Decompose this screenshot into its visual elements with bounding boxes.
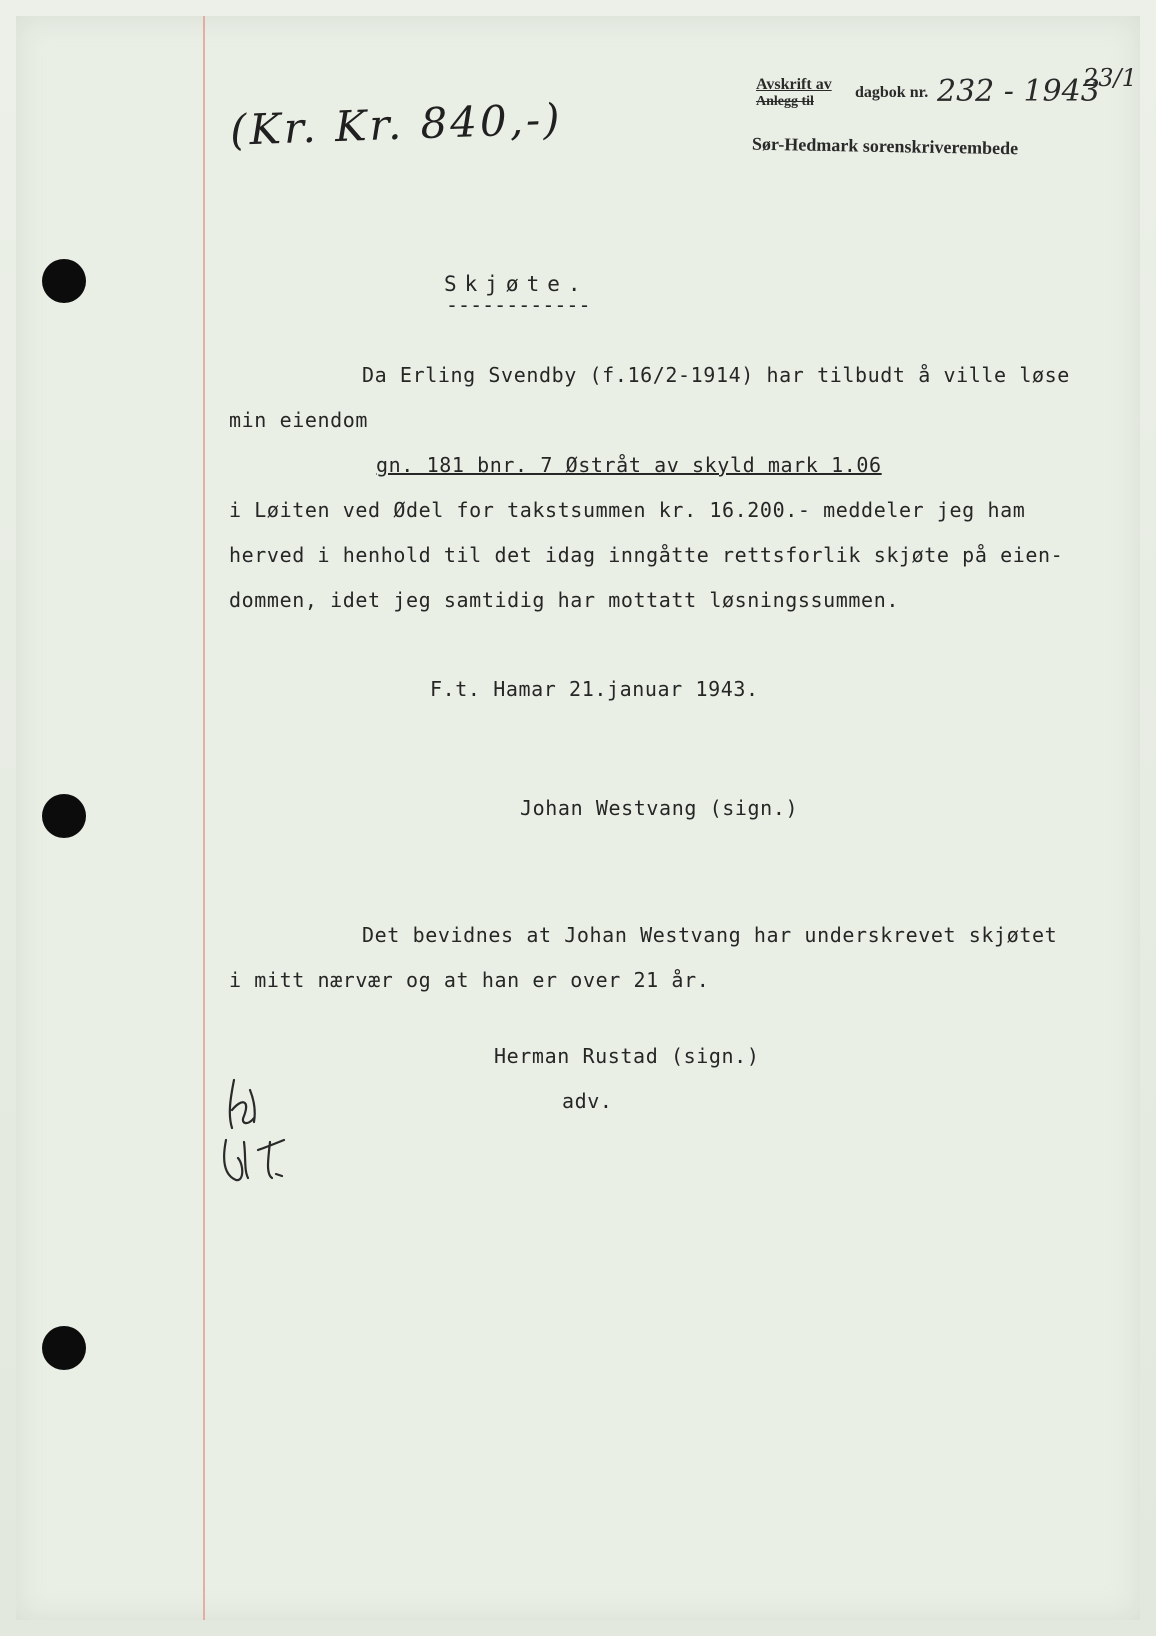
- attestation-line: i mitt nærvær og at han er over 21 år.: [229, 968, 710, 992]
- signature-witness: Herman Rustad (sign.): [494, 1044, 760, 1068]
- signature-seller: Johan Westvang (sign.): [520, 796, 799, 820]
- stamp-office: Sør-Hedmark sorenskriverembede: [751, 133, 1019, 159]
- paragraph-line: Da Erling Svendby (f.16/2-1914) har tilbudt å ville løse: [362, 363, 1070, 387]
- paragraph-line: i Løiten ved Ødel for takstsummen kr. 16.200.- meddeler jeg ham: [229, 498, 1026, 522]
- punch-hole-bottom: [42, 1326, 86, 1370]
- paragraph-line: herved i henhold til det idag inngåtte rettsforlik skjøte på eien-: [229, 543, 1064, 567]
- punch-hole-top: [42, 259, 86, 303]
- property-designation: gn. 181 bnr. 7 Østråt av skyld mark 1.06: [376, 453, 882, 477]
- stamp-date: 23/1: [1083, 64, 1137, 92]
- place-date: F.t. Hamar 21.januar 1943.: [430, 677, 759, 701]
- title-underline: ------------: [446, 293, 591, 317]
- attestation-line: Det bevidnes at Johan Westvang har underskrevet skjøtet: [362, 923, 1058, 947]
- stamp-avskrift: Avskrift av: [756, 76, 832, 93]
- witness-title: adv.: [562, 1089, 613, 1113]
- handwritten-initials: [214, 1070, 304, 1190]
- stamp-anlegg: Anlegg til: [756, 94, 814, 109]
- stamp-dagbok-number: 232 - 1943: [937, 74, 1100, 109]
- paragraph-line: min eiendom: [229, 408, 369, 432]
- document-title: Skjøte.: [444, 272, 589, 296]
- margin-rule: [203, 16, 205, 1620]
- stamp-dagbok-label: dagbok nr.: [855, 84, 929, 101]
- punch-hole-middle: [42, 794, 86, 838]
- paragraph-line: dommen, idet jeg samtidig har mottatt løsningssummen.: [229, 588, 899, 612]
- handwritten-amount: (Kr. Kr. 840,-): [229, 94, 564, 155]
